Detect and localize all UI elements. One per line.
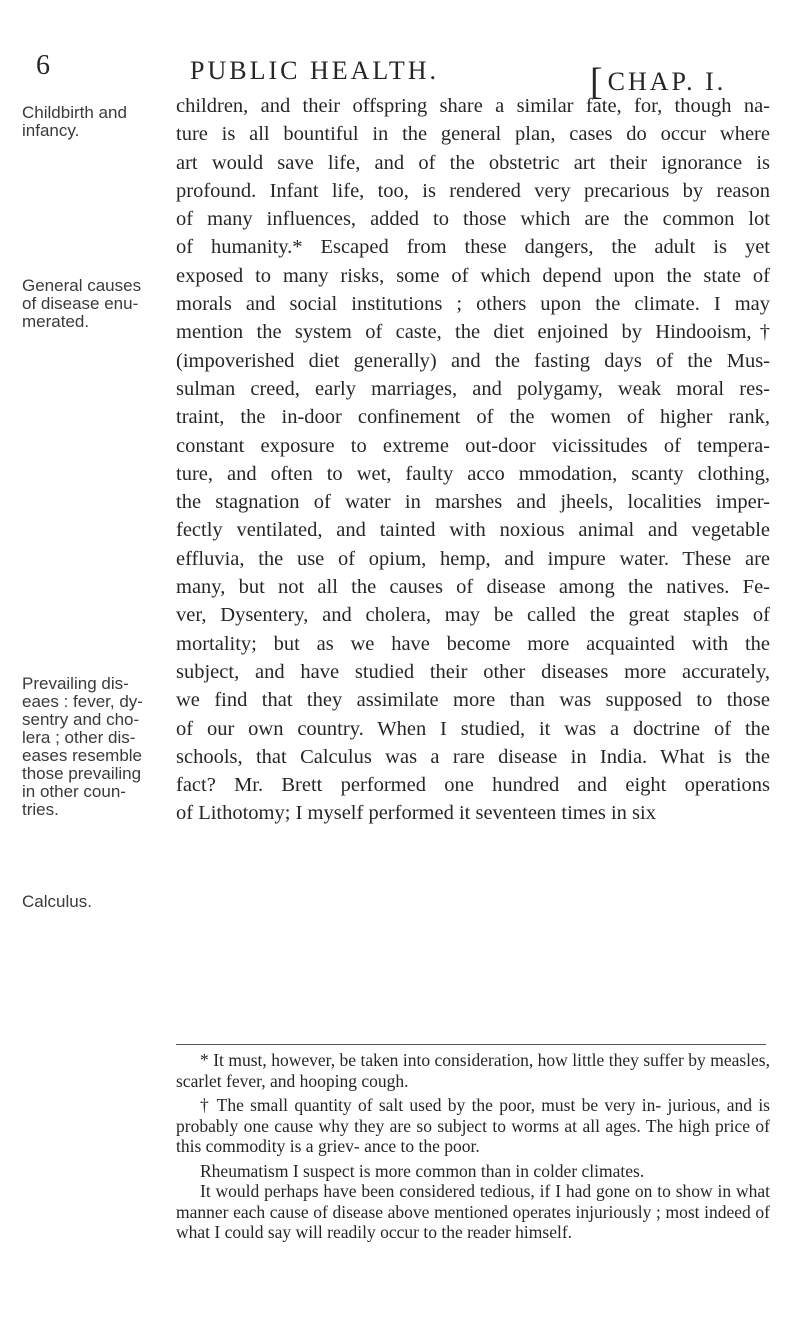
body-line: mortality; but as we have become more acquainted with the [176, 632, 770, 655]
margin-note-line: merated. [22, 312, 90, 331]
body-line: art would save life, and of the obstetric art their ignorance is [176, 151, 770, 174]
body-line: profound. Infant life, too, is rendered very precarious by reason [176, 179, 770, 202]
margin-note-calculus [22, 893, 172, 911]
body-line: fectly ventilated, and tainted with noxious animal and vegetable [176, 519, 770, 542]
body-line: of many influences, added to those which are the common lot [176, 208, 770, 231]
body-line: of Lithotomy; I myself performed it seventeen times in six [176, 802, 656, 825]
body-line: constant exposure to extreme out-door vicissitudes of tempera- [176, 434, 770, 457]
body-line: children, and their offspring share a similar fate, for, though na- [176, 95, 770, 117]
margin-note-line: General causes [22, 276, 142, 295]
margin-note-line: of disease enu- [22, 294, 139, 313]
body-line: many, but not all the causes of disease among the natives. Fe- [176, 576, 770, 599]
running-head [190, 56, 790, 103]
margin-note-line: lera ; other dis- [22, 728, 136, 747]
margin-note-line: those prevailing [22, 764, 142, 783]
margin-note-line: eaes : fever, dy- [22, 692, 143, 711]
footnote: It would perhaps have been considered tedious, if I had gone on to show in what manner each cause of disease above mentioned operates injuriously ; most indeed of what I could say will readily occur to the reader himself. [176, 1181, 770, 1242]
body-line: ture is all bountiful in the general plan, cases do occur where [176, 123, 770, 146]
body-line: exposed to many risks, some of which depend upon the state of [176, 264, 770, 287]
body-line: (impoverished diet generally) and the fasting days of the Mus- [176, 349, 770, 372]
margin-note-line: sentry and cho- [22, 710, 140, 729]
margin-note-prevailing [22, 675, 172, 819]
body-line: traint, the in-door confinement of the women of higher rank, [176, 406, 770, 429]
margin-note-line: Calculus. [22, 892, 92, 911]
body-line: we find that they assimilate more than was supposed to those [176, 689, 770, 712]
body-line: the stagnation of water in marshes and jheels, localities imper- [176, 491, 770, 514]
margin-note-line: tries. [22, 800, 59, 819]
body-line: of humanity.* Escaped from these dangers, the adult is yet [176, 236, 770, 259]
margin-note-line: Prevailing dis- [22, 674, 129, 693]
page-number: 6 [36, 50, 50, 81]
chapter-bracket: [ [590, 61, 606, 103]
body-text [176, 92, 770, 828]
footnotes [176, 1050, 770, 1247]
margin-note-line: in other coun- [22, 782, 126, 801]
margin-note-line: eases resemble [22, 746, 143, 765]
running-head-title: PUBLIC HEALTH. [190, 56, 440, 85]
body-line: ture, and often to wet, faulty acco mmodation, scanty clothing, [176, 462, 770, 485]
body-line: of our own country. When I studied, it was a doctrine of the [176, 717, 770, 740]
body-line: subject, and have studied their other diseases more accurately, [176, 660, 770, 683]
margin-note-line: Childbirth and [22, 103, 127, 122]
chapter-text: CHAP. I. [607, 67, 727, 96]
margin-note-line: infancy. [22, 121, 80, 140]
footnote: † The small quantity of salt used by the poor, must be very in- jurious, and is probably one cause why they are so subject to worms at all ages. The high price of this commodity is a griev- ance to the poor. [176, 1095, 770, 1156]
body-line: sulman creed, early marriages, and polygamy, weak moral res- [176, 377, 770, 400]
footnote: Rheumatism I suspect is more common than in colder climates. [200, 1160, 645, 1181]
body-line: morals and social institutions ; others upon the climate. I may [176, 293, 770, 316]
body-line: effluvia, the use of opium, hemp, and impure water. These are [176, 547, 770, 570]
body-line: fact? Mr. Brett performed one hundred and eight operations [176, 774, 770, 797]
footnote: * It must, however, be taken into consideration, how little they suffer by measles, scarlet fever, and hooping cough. [176, 1050, 770, 1091]
body-line: schools, that Calculus was a rare disease in India. What is the [176, 745, 770, 768]
footnote-divider [176, 1044, 766, 1045]
body-line: mention the system of caste, the diet enjoined by Hindooism,† [176, 321, 770, 344]
margin-note-general-causes [22, 277, 172, 331]
margin-note-childbirth [22, 104, 172, 140]
body-line: ver, Dysentery, and cholera, may be called the great staples of [176, 604, 770, 627]
